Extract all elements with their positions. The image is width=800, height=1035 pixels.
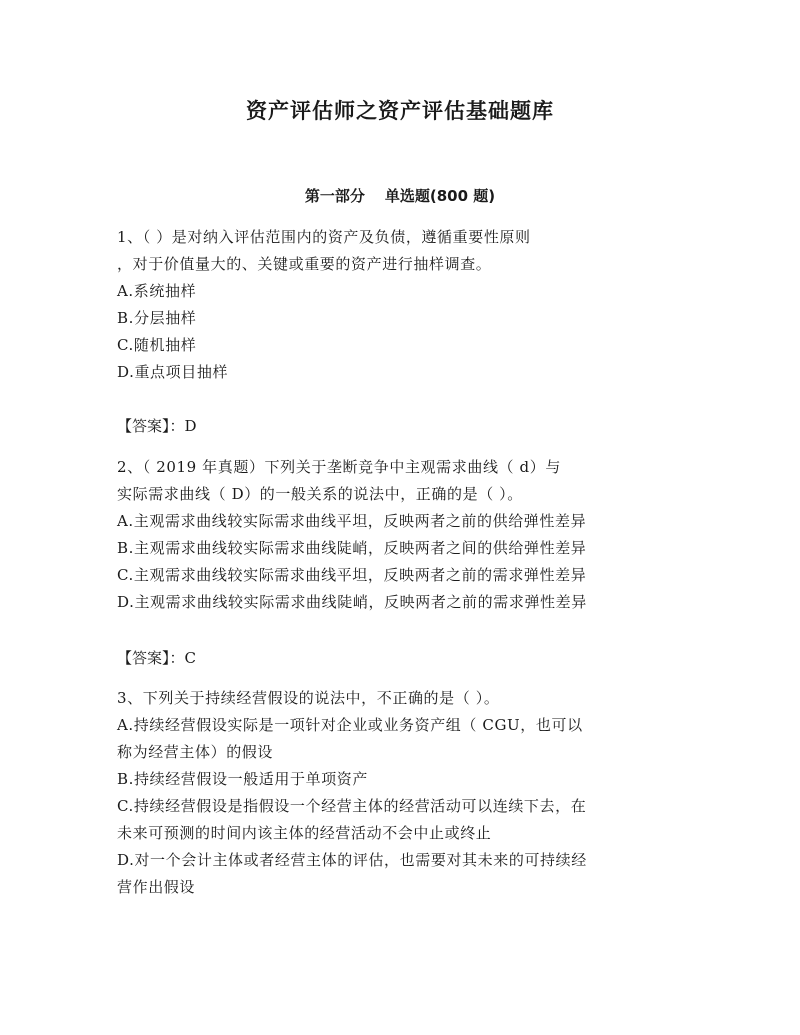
section-name: 单选题(800 题) [384,187,496,205]
question-1-option-b: B.分层抽样 [117,309,197,327]
question-1-answer: 【答案】：D [117,417,197,435]
question-3-option-d-line-2: 营作出假设 [117,878,196,896]
question-3-option-d-line-1: D.对一个会计主体或者经营主体的评估，也需要对其未来的可持续经 [117,851,587,869]
question-1-stem-line-1: 1、（ ）是对纳入评估范围内的资产及负债，遵循重要性原则 [117,228,531,246]
question-2-option-b: B.主观需求曲线较实际需求曲线陡峭，反映两者之间的供给弹性差异 [117,539,587,557]
question-3-option-c-line-2: 未来可预测的时间内该主体的经营活动不会中止或终止 [117,824,492,842]
question-1-option-a: A.系统抽样 [117,282,197,300]
section-heading [0,185,800,206]
question-3-option-a-line-2: 称为经营主体）的假设 [117,743,274,761]
question-2-stem-line-2: 实际需求曲线（ D）的一般关系的说法中，正确的是（ ）。 [117,485,523,503]
question-2-option-d: D.主观需求曲线较实际需求曲线陡峭，反映两者之前的需求弹性差异 [117,593,587,611]
question-1-stem-line-2: ，对于价值量大的、关键或重要的资产进行抽样调查。 [117,255,492,273]
question-3-option-c-line-1: C.持续经营假设是指假设一个经营主体的经营活动可以连续下去，在 [117,797,587,815]
question-3-option-b: B.持续经营假设一般适用于单项资产 [117,770,368,788]
document-title: 资产评估师之资产评估基础题库 [246,99,554,123]
section-part: 第一部分 [304,187,365,205]
question-2-option-c: C.主观需求曲线较实际需求曲线平坦，反映两者之前的需求弹性差异 [117,566,587,584]
question-3-stem-line-1: 3、下列关于持续经营假设的说法中，不正确的是（ ）。 [117,689,500,707]
question-1-option-d: D.重点项目抽样 [117,363,229,381]
question-1-option-c: C.随机抽样 [117,336,197,354]
question-2-answer: 【答案】：C [117,649,196,667]
question-3-option-a-line-1: A.持续经营假设实际是一项针对企业或业务资产组（ CGU，也可以 [117,716,583,734]
question-2-option-a: A.主观需求曲线较实际需求曲线平坦，反映两者之前的供给弹性差异 [117,512,587,530]
question-2-stem-line-1: 2、（ 2019 年真题）下列关于垄断竞争中主观需求曲线（ d）与 [117,458,561,476]
